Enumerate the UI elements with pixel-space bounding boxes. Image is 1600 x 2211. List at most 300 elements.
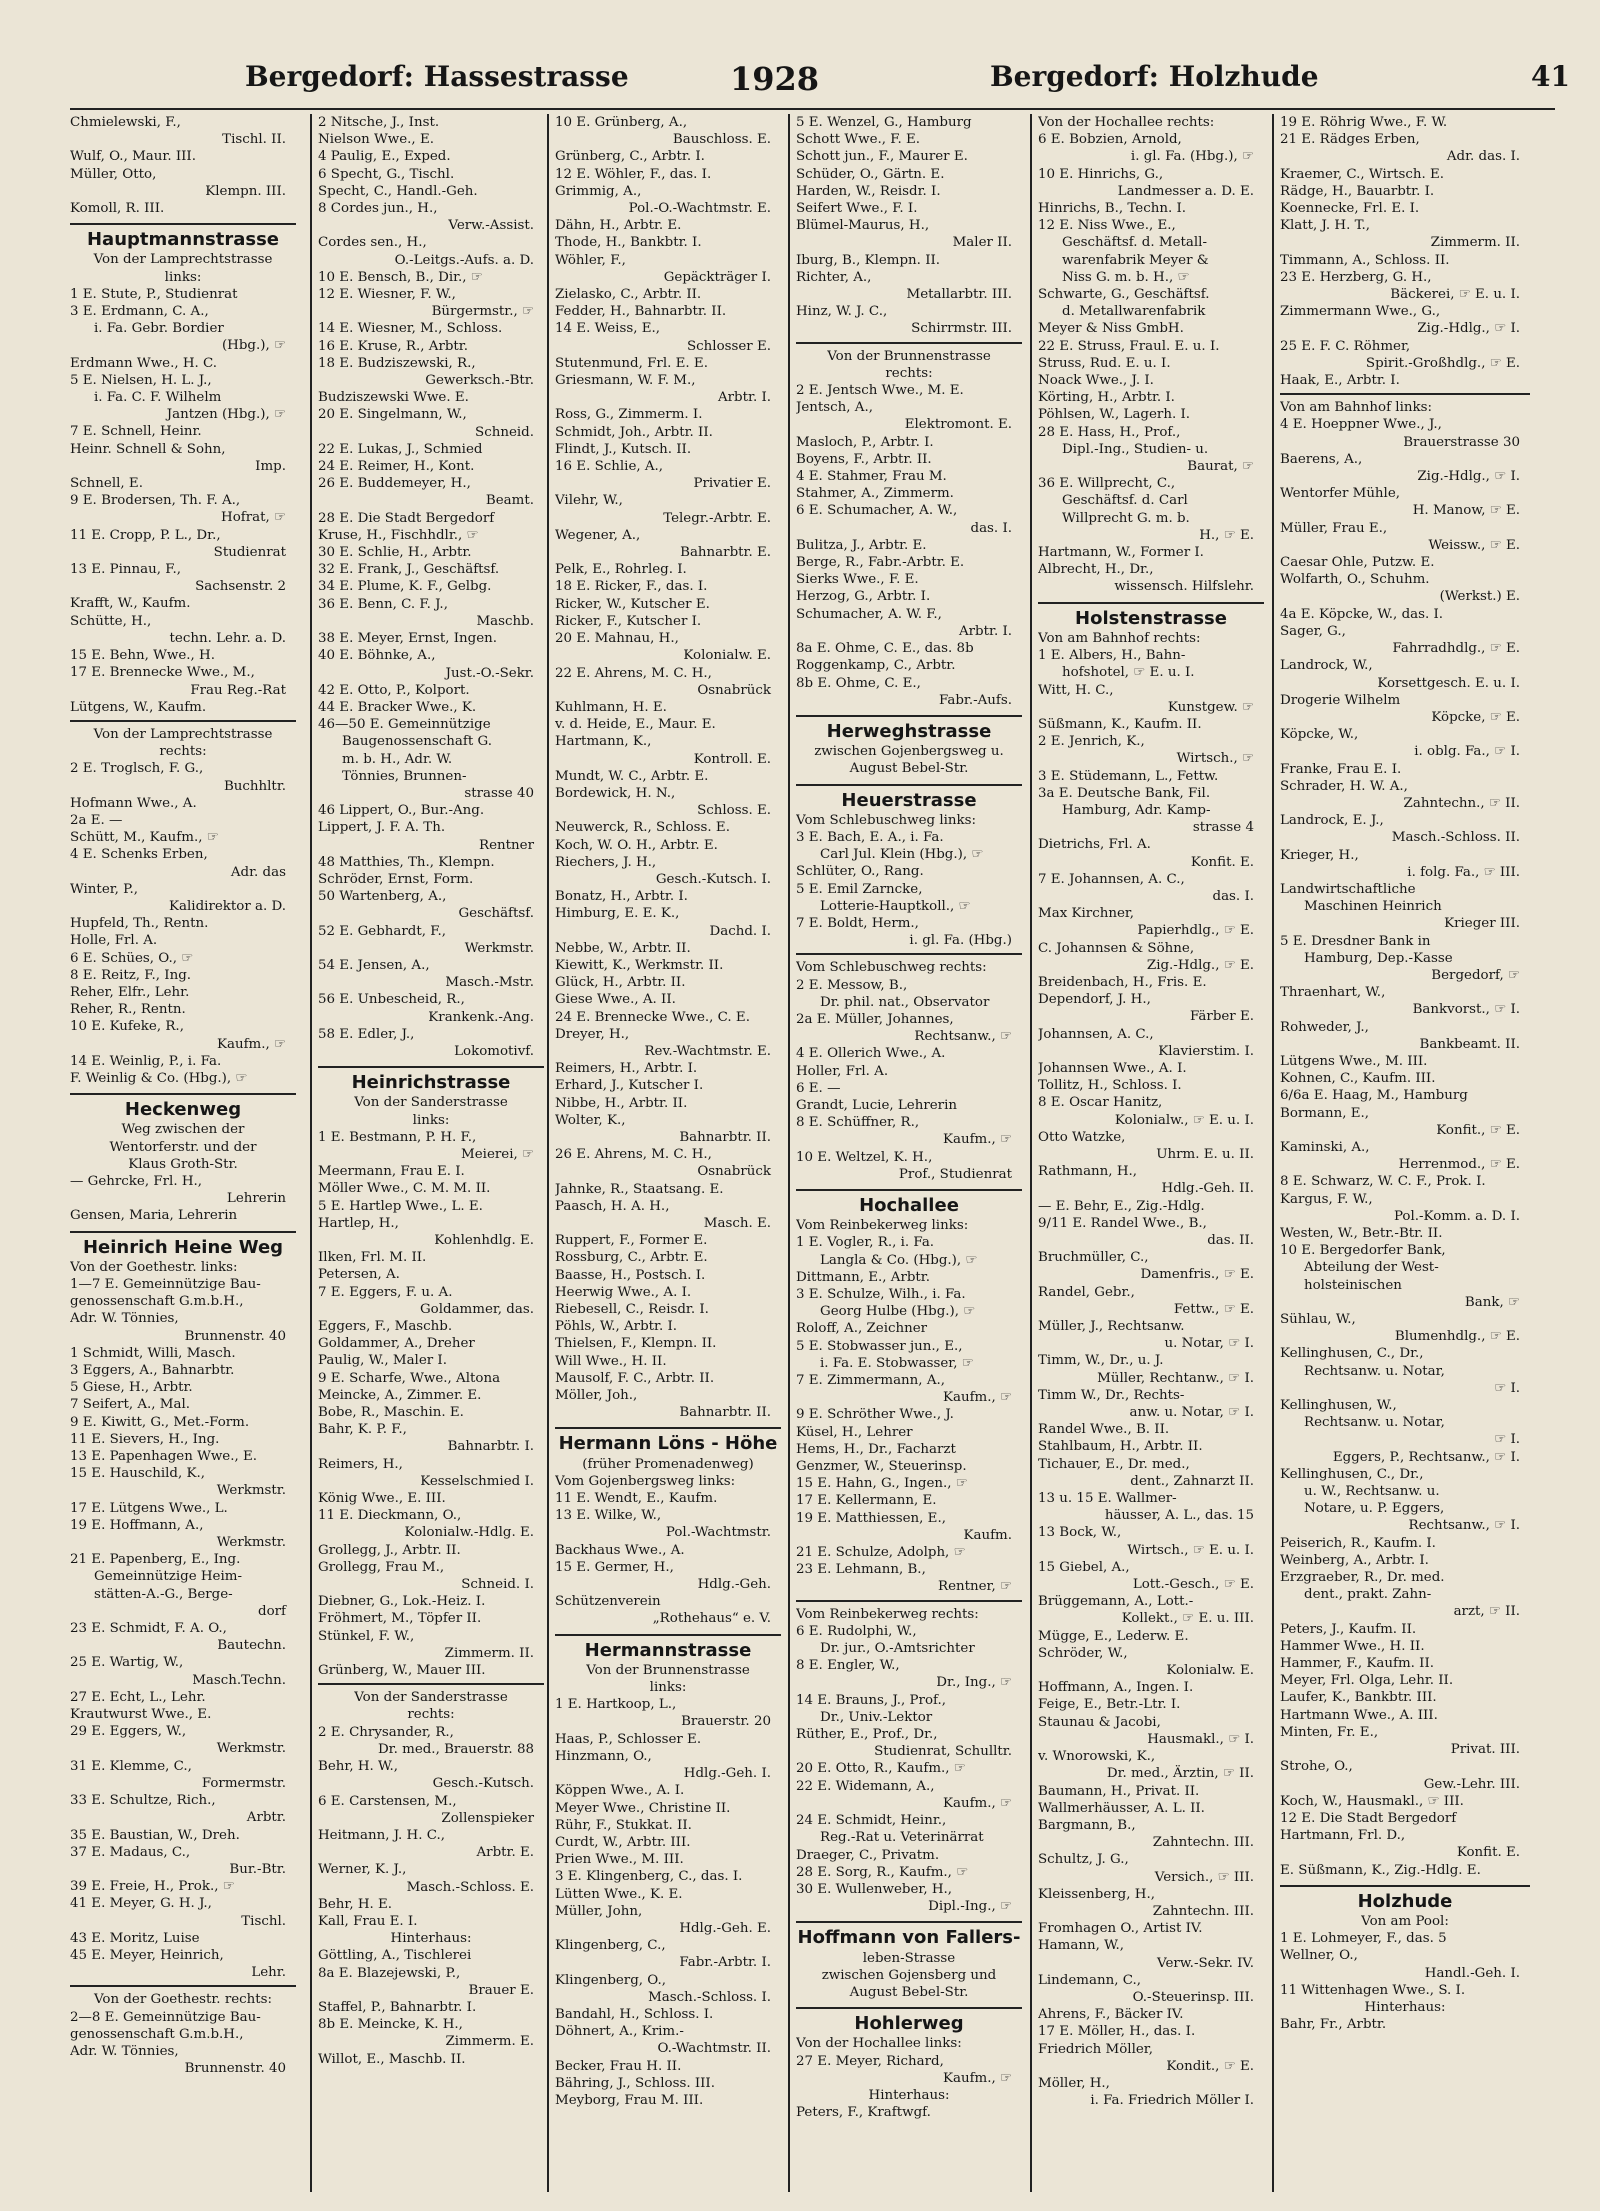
directory-line: Specht, C., Handl.-Geh. bbox=[318, 183, 478, 199]
directory-line: Holler, Frl. A. bbox=[796, 1063, 889, 1079]
directory-line: 36 E. Willprecht, C., bbox=[1038, 476, 1176, 492]
directory-line: Bobe, R., Maschin. E. bbox=[318, 1405, 464, 1421]
directory-line: Krankenk.-Ang. bbox=[428, 1009, 534, 1025]
directory-line: Hinterhaus: bbox=[390, 1931, 472, 1947]
directory-line: Konfit. E. bbox=[1456, 1845, 1520, 1861]
directory-line: 46 Lippert, O., Bur.-Ang. bbox=[318, 803, 485, 819]
directory-line: Rüther, E., Prof., Dr., bbox=[796, 1727, 938, 1743]
directory-line: 18 E. Budziszewski, R., bbox=[318, 355, 476, 371]
directory-line: rechts: bbox=[159, 744, 207, 760]
directory-line: Rev.-Wachtmstr. E. bbox=[644, 1043, 771, 1059]
directory-line: Bahnarbtr. II. bbox=[679, 1405, 771, 1421]
directory-line: Hartmann Wwe., A. III. bbox=[1280, 1707, 1438, 1723]
directory-line: H. Manow, ☞ E. bbox=[1412, 503, 1520, 519]
directory-line: Körting, H., Arbtr. I. bbox=[1038, 390, 1175, 406]
directory-line: Schlosser E. bbox=[687, 338, 771, 354]
directory-line: 10 E. Weltzel, K. H., bbox=[796, 1149, 933, 1165]
directory-line: 1 E. Bestmann, P. H. F., bbox=[318, 1129, 477, 1145]
column-6 bbox=[1272, 114, 1530, 2192]
directory-line: 4 E. Ollerich Wwe., A. bbox=[796, 1046, 946, 1062]
directory-line: Sachsenstr. 2 bbox=[195, 579, 286, 595]
directory-line: Ilken, Frl. M. II. bbox=[318, 1250, 427, 1266]
directory-line: F. Weinlig & Co. (Hbg.), ☞ bbox=[70, 1070, 248, 1086]
directory-line: O.-Steuerinsp. III. bbox=[1132, 1989, 1254, 2005]
directory-line: E. Süßmann, K., Zig.-Hdlg. E. bbox=[1280, 1862, 1481, 1878]
directory-line: Flindt, J., Kutsch. II. bbox=[555, 441, 692, 457]
directory-line: Von der Lamprechtstrasse bbox=[93, 726, 273, 742]
directory-line: Pöhls, W., Arbtr. I. bbox=[555, 1319, 678, 1335]
directory-line: 4 E. Stahmer, Frau M. bbox=[796, 469, 947, 485]
directory-line: Backhaus Wwe., A. bbox=[555, 1542, 685, 1558]
directory-line: Willot, E., Maschb. II. bbox=[318, 2051, 466, 2067]
directory-line: 9 E. Schröther Wwe., J. bbox=[796, 1407, 954, 1423]
directory-line: Privatier E. bbox=[693, 476, 771, 492]
directory-line: Drogerie Wilhelm bbox=[1280, 692, 1401, 708]
directory-line: Georg Hulbe (Hbg.), ☞ bbox=[820, 1304, 976, 1320]
directory-line: Klaus Groth-Str. bbox=[128, 1156, 238, 1172]
directory-line: 10 E. Bensch, B., Dir., ☞ bbox=[318, 269, 483, 285]
directory-line: Dr. jur., O.-Amtsrichter bbox=[820, 1641, 975, 1657]
directory-line: Tönnies, Brunnen- bbox=[342, 768, 467, 784]
directory-line: Reher, Elfr., Lehr. bbox=[70, 984, 190, 1000]
directory-line: 1—7 E. Gemeinnützige Bau- bbox=[70, 1277, 261, 1292]
directory-line: Carl Jul. Klein (Hbg.), ☞ bbox=[820, 847, 984, 863]
directory-line: Tichauer, E., Dr. med., bbox=[1038, 1456, 1190, 1472]
directory-line: Werkmstr. bbox=[464, 940, 534, 956]
directory-line: Göttling, A., Tischlerei bbox=[318, 1948, 472, 1964]
directory-line: Baerens, A., bbox=[1280, 451, 1363, 467]
directory-line: Rohweder, J., bbox=[1280, 1019, 1369, 1035]
directory-line: 17 E. Lütgens Wwe., L. bbox=[70, 1500, 228, 1516]
directory-line: Hamburg, Adr. Kamp- bbox=[1062, 802, 1211, 818]
directory-line: 4 E. Schenks Erben, bbox=[70, 847, 208, 863]
directory-line: 11 Wittenhagen Wwe., S. I. bbox=[1280, 1982, 1466, 1998]
directory-line: Chmielewski, F., bbox=[70, 115, 181, 130]
directory-line: links: bbox=[164, 269, 202, 285]
directory-line: Von am Bahnhof rechts: bbox=[1038, 630, 1201, 646]
directory-line: Laufer, K., Bankbtr. III. bbox=[1280, 1690, 1437, 1706]
section-divider bbox=[70, 1985, 296, 1987]
directory-line: Kellinghusen, W., bbox=[1280, 1398, 1397, 1414]
directory-line: 30 E. Schlie, H., Arbtr. bbox=[318, 545, 472, 561]
directory-line: 4 E. Hoeppner Wwe., J., bbox=[1280, 417, 1442, 433]
directory-line: Behr, H. E. bbox=[318, 1896, 393, 1912]
directory-line: Timmann, A., Schloss. II. bbox=[1280, 252, 1450, 268]
directory-line: Heitmann, J. H. C., bbox=[318, 1827, 446, 1843]
directory-line: Schlüter, O., Rang. bbox=[796, 864, 924, 880]
directory-line: 17 E. Brennecke Wwe., M., bbox=[70, 665, 255, 681]
directory-line: Schüder, O., Gärtn. E. bbox=[796, 166, 945, 182]
directory-line: Lütten Wwe., K. E. bbox=[555, 1886, 683, 1902]
directory-line: Gensen, Maria, Lehrerin bbox=[70, 1208, 238, 1224]
directory-line: 13 E. Wilke, W., bbox=[555, 1508, 662, 1524]
directory-line: genossenschaft G.m.b.H., bbox=[70, 1294, 244, 1310]
directory-line: Baumann, H., Privat. II. bbox=[1038, 1783, 1200, 1799]
directory-line: Peters, F., Kraftwgf. bbox=[796, 2105, 931, 2121]
directory-line: 5 E. Stobwasser jun., E., bbox=[796, 1338, 963, 1354]
directory-line: Meyborg, Frau M. III. bbox=[555, 2092, 704, 2108]
directory-line: 3 E. Erdmann, C. A., bbox=[70, 304, 209, 320]
directory-line: 2—8 E. Gemeinnützige Bau- bbox=[70, 2009, 261, 2025]
directory-line: Schröder, W., bbox=[1038, 1645, 1128, 1661]
directory-line: Dependorf, J. H., bbox=[1038, 992, 1151, 1008]
directory-line: 22 E. Ahrens, M. C. H., bbox=[555, 665, 712, 681]
directory-line: Schütt, M., Kaufm., ☞ bbox=[70, 830, 219, 846]
directory-line: Schröder, Ernst, Form. bbox=[318, 871, 474, 887]
directory-line: Arbtr. bbox=[246, 1810, 286, 1826]
directory-line: Baugenossenschaft G. bbox=[342, 734, 492, 750]
directory-line: Köpcke, W., bbox=[1280, 727, 1359, 743]
directory-line: Holle, Frl. A. bbox=[70, 933, 158, 949]
directory-line: 7 E. Eggers, F. u. A. bbox=[318, 1284, 453, 1300]
directory-line: Mundt, W. C., Arbtr. E. bbox=[555, 768, 709, 784]
directory-line: 16 E. Schlie, A., bbox=[555, 459, 664, 475]
directory-line: Heinr. Schnell & Sohn, bbox=[70, 441, 226, 457]
directory-line: Korsettgesch. E. u. I. bbox=[1377, 675, 1520, 691]
directory-line: Grimmig, A., bbox=[555, 183, 642, 199]
directory-line: Peiserich, R., Kaufm. I. bbox=[1280, 1535, 1436, 1551]
directory-line: Schirrmstr. III. bbox=[911, 321, 1012, 337]
directory-line: Hofrat, ☞ bbox=[221, 510, 286, 526]
directory-line: Schumacher, A. W. F., bbox=[796, 606, 942, 622]
directory-line: Konfit., ☞ E. bbox=[1436, 1122, 1520, 1138]
directory-columns bbox=[70, 108, 1555, 2195]
street-heading: Hohlerweg bbox=[796, 2007, 1022, 2032]
directory-line: genossenschaft G.m.b.H., bbox=[70, 2026, 244, 2042]
directory-line: Adr. W. Tönnies, bbox=[70, 1311, 179, 1327]
directory-line: 27 E. Echt, L., Lehr. bbox=[70, 1689, 206, 1705]
directory-line: Herzog, G., Arbtr. I. bbox=[796, 589, 931, 605]
directory-line: 6 E. Schües, O., ☞ bbox=[70, 950, 194, 966]
directory-line: Koch, W. O. H., Arbtr. E. bbox=[555, 837, 718, 853]
directory-line: 23 E. Schmidt, F. A. O., bbox=[70, 1621, 227, 1637]
directory-line: Weg zwischen der bbox=[121, 1122, 245, 1138]
directory-line: Hinterhaus: bbox=[1364, 1999, 1446, 2015]
directory-line: Gewerksch.-Btr. bbox=[425, 373, 534, 389]
directory-line: Ricker, W., Kutscher E. bbox=[555, 596, 710, 612]
directory-line: Kall, Frau E. I. bbox=[318, 1913, 418, 1929]
directory-line: Klempn. III. bbox=[205, 183, 286, 199]
directory-line: Grandt, Lucie, Lehrerin bbox=[796, 1097, 957, 1113]
directory-line: 29 E. Eggers, W., bbox=[70, 1724, 187, 1740]
directory-line: Ahrens, F., Bäcker IV. bbox=[1038, 2007, 1184, 2023]
directory-line: Hartmann, Frl. D., bbox=[1280, 1828, 1406, 1844]
directory-line: (Werkst.) E. bbox=[1439, 589, 1520, 605]
directory-line: Meermann, Frau E. I. bbox=[318, 1164, 465, 1180]
column-5 bbox=[1030, 114, 1264, 2192]
directory-line: 17 E. Kellermann, E. bbox=[796, 1493, 937, 1509]
directory-line: Randel, Gebr., bbox=[1038, 1284, 1135, 1300]
directory-line: Bargmann, B., bbox=[1038, 1817, 1136, 1833]
directory-line: — Gehrcke, Frl. H., bbox=[70, 1173, 203, 1189]
directory-line: Köppen Wwe., A. I. bbox=[555, 1783, 685, 1799]
directory-line: Gemeinnützige Heim- bbox=[94, 1569, 242, 1585]
directory-line: i. Fa. C. F. Wilhelm bbox=[94, 390, 222, 406]
directory-line: Otto Watzke, bbox=[1038, 1129, 1126, 1145]
directory-line: 16 E. Kruse, R., Arbtr. bbox=[318, 338, 468, 354]
directory-line: i. folg. Fa., ☞ III. bbox=[1407, 864, 1520, 880]
directory-line: Fabr.-Aufs. bbox=[938, 692, 1012, 708]
directory-line: Zollenspieker bbox=[441, 1810, 534, 1826]
directory-line: 2 E. Chrysander, R., bbox=[318, 1724, 454, 1740]
directory-line: Lokomotivf. bbox=[454, 1043, 534, 1059]
directory-line: 34 E. Plume, K. F., Gelbg. bbox=[318, 579, 492, 595]
directory-line: 12 E. Niss Wwe., E., bbox=[1038, 218, 1176, 234]
directory-line: Metallarbtr. III. bbox=[906, 287, 1012, 303]
directory-line: Budziszewski Wwe. E. bbox=[318, 390, 469, 406]
directory-line: Kolonialw., ☞ E. u. I. bbox=[1114, 1112, 1254, 1128]
directory-line: 1 E. Lohmeyer, F., das. 5 bbox=[1280, 1931, 1447, 1947]
directory-line: 24 E. Brennecke Wwe., C. E. bbox=[555, 1009, 750, 1025]
directory-line: Bormann, E., bbox=[1280, 1105, 1370, 1121]
section-divider bbox=[796, 1600, 1022, 1602]
directory-line: Studienrat, Schulltr. bbox=[874, 1744, 1012, 1760]
directory-line: Bordewick, H. N., bbox=[555, 785, 676, 801]
directory-line: Kellinghusen, C., Dr., bbox=[1280, 1466, 1424, 1482]
directory-line: Baasse, H., Postsch. I. bbox=[555, 1267, 706, 1283]
directory-line: Imp. bbox=[255, 458, 286, 474]
directory-line: Hammer, F., Kaufm. II. bbox=[1280, 1656, 1435, 1672]
directory-line: Krieger III. bbox=[1444, 916, 1520, 932]
directory-line: Randel Wwe., B. II. bbox=[1038, 1422, 1170, 1438]
directory-line: Giese Wwe., A. II. bbox=[555, 992, 676, 1008]
directory-line: Dr. phil. nat., Observator bbox=[820, 994, 990, 1010]
directory-line: Fröhmert, M., Töpfer II. bbox=[318, 1611, 482, 1627]
directory-line: 22 E. Widemann, A., bbox=[796, 1778, 935, 1794]
directory-line: 14 E. Weinlig, P., i. Fa. bbox=[70, 1053, 222, 1069]
directory-line: Friedrich Möller, bbox=[1038, 2041, 1153, 2057]
directory-line: Kuhlmann, H. E. bbox=[555, 699, 667, 715]
directory-line: Strohe, O., bbox=[1280, 1759, 1353, 1775]
directory-line: 28 E. Hass, H., Prof., bbox=[1038, 424, 1181, 440]
directory-line: 9/11 E. Randel Wwe., B., bbox=[1038, 1215, 1207, 1231]
directory-line: Genzmer, W., Steuerinsp. bbox=[796, 1459, 967, 1475]
directory-line: Grollegg, Frau M., bbox=[318, 1559, 445, 1575]
directory-line: Reimers, H., Arbtr. I. bbox=[555, 1061, 698, 1077]
directory-line: Vom Schlebuschweg links: bbox=[796, 812, 977, 828]
directory-line: 20 E. Otto, R., Kaufm., ☞ bbox=[796, 1761, 966, 1777]
directory-line: 3 E. Stüdemann, L., Fettw. bbox=[1038, 768, 1219, 784]
directory-line: 9 E. Kiwitt, G., Met.-Form. bbox=[70, 1414, 250, 1430]
directory-line: 12 E. Wöhler, F., das. I. bbox=[555, 166, 712, 182]
directory-line: Kleissenberg, H., bbox=[1038, 1886, 1155, 1902]
street-heading: Hermannstrasse bbox=[555, 1634, 781, 1659]
directory-line: 19 E. Röhrig Wwe., F. W. bbox=[1280, 115, 1448, 130]
directory-line: Rathmann, H., bbox=[1038, 1164, 1138, 1180]
directory-line: Paulig, W., Maler I. bbox=[318, 1353, 447, 1369]
directory-line: Adr. W. Tönnies, bbox=[70, 2043, 179, 2059]
directory-line: zwischen Gojensberg und bbox=[821, 1967, 997, 1983]
directory-line: Möller, H., bbox=[1038, 2075, 1110, 2091]
directory-line: Riebesell, C., Reisdr. I. bbox=[555, 1302, 709, 1318]
directory-line: Grünberg, C., Arbtr. I. bbox=[555, 149, 705, 165]
directory-line: 3 E. Bach, E. A., i. Fa. bbox=[796, 829, 944, 845]
directory-line: Schützenverein bbox=[555, 1594, 661, 1610]
directory-line: Hdlg.-Geh. bbox=[697, 1577, 771, 1593]
directory-line: Haas, P., Schlosser E. bbox=[555, 1731, 702, 1747]
directory-line: 5 E. Dresdner Bank in bbox=[1280, 933, 1431, 949]
directory-line: dent., prakt. Zahn- bbox=[1304, 1587, 1432, 1603]
directory-line: Dr., Ing., ☞ bbox=[936, 1675, 1012, 1691]
directory-line: Hems, H., Dr., Facharzt bbox=[796, 1441, 956, 1457]
section-divider bbox=[70, 720, 296, 722]
directory-line: Kolonialw.-Hdlg. E. bbox=[404, 1525, 534, 1541]
directory-line: Maler II. bbox=[952, 235, 1012, 251]
directory-line: 7 E. Schnell, Heinr. bbox=[70, 424, 202, 440]
directory-line: das. I. bbox=[970, 520, 1012, 536]
directory-line: u. Notar, ☞ I. bbox=[1164, 1336, 1254, 1352]
directory-line: rechts: bbox=[407, 1707, 455, 1723]
directory-line: Arbtr. I. bbox=[958, 623, 1012, 639]
directory-line: Reher, R., Rentn. bbox=[70, 1002, 186, 1018]
directory-line: Kruse, H., Fischhdlr., ☞ bbox=[318, 527, 479, 543]
directory-line: Verw.-Sekr. IV. bbox=[1157, 1955, 1254, 1971]
directory-line: 10 E. Grünberg, A., bbox=[555, 115, 688, 130]
directory-line: 15 E. Behn, Wwe., H. bbox=[70, 648, 215, 664]
directory-line: Handl.-Geh. I. bbox=[1424, 1965, 1520, 1981]
directory-line: Zimmerm. II. bbox=[444, 1645, 534, 1661]
directory-line: Masch.-Schloss. E. bbox=[406, 1879, 534, 1895]
directory-line: Bautechn. bbox=[217, 1638, 286, 1654]
directory-line: Jentsch, A., bbox=[796, 400, 873, 416]
directory-line: Papierhdlg., ☞ E. bbox=[1137, 923, 1254, 939]
directory-line: Schultz, J. G., bbox=[1038, 1852, 1129, 1868]
directory-line: 5 E. Wenzel, G., Hamburg bbox=[796, 115, 972, 130]
directory-line: 18 E. Ricker, F., das. I. bbox=[555, 579, 708, 595]
directory-line: 15 E. Hahn, G., Ingen., ☞ bbox=[796, 1476, 968, 1492]
directory-line: Wegener, A., bbox=[555, 527, 641, 543]
directory-line: Krautwurst Wwe., E. bbox=[70, 1707, 212, 1723]
directory-line: 2a E. Müller, Johannes, bbox=[796, 1011, 954, 1027]
directory-line: Hammer Wwe., H. II. bbox=[1280, 1638, 1425, 1654]
directory-line: 46—50 E. Gemeinnützige bbox=[318, 717, 491, 733]
directory-line: Bähring, J., Schloss. III. bbox=[555, 2075, 715, 2091]
directory-line: Bulitza, J., Arbtr. E. bbox=[796, 537, 927, 553]
directory-line: i. Fa. Gebr. Bordier bbox=[94, 321, 224, 337]
directory-line: Fettw., ☞ E. bbox=[1173, 1301, 1254, 1317]
section-divider bbox=[796, 342, 1022, 344]
directory-line: Thode, H., Bankbtr. I. bbox=[555, 235, 702, 251]
directory-line: Cordes sen., H., bbox=[318, 235, 427, 251]
directory-line: Ross, G., Zimmerm. I. bbox=[555, 407, 703, 423]
directory-line: Klingenberg, O., bbox=[555, 1972, 667, 1988]
directory-line: Müller, J., Rechtsanw. bbox=[1038, 1319, 1185, 1335]
directory-line: Rentner, ☞ bbox=[937, 1579, 1012, 1595]
directory-line: 6 E. Bobzien, Arnold, bbox=[1038, 132, 1182, 148]
directory-line: 48 Matthies, Th., Klempn. bbox=[318, 854, 495, 870]
directory-line: Timm W., Dr., Rechts- bbox=[1038, 1387, 1185, 1403]
directory-line: 27 E. Meyer, Richard, bbox=[796, 2053, 944, 2069]
directory-line: Max Kirchner, bbox=[1038, 906, 1135, 922]
directory-line: Prien Wwe., M. III. bbox=[555, 1852, 684, 1868]
directory-line: Seifert Wwe., F. I. bbox=[796, 201, 918, 217]
directory-line: Wirtsch., ☞ E. u. I. bbox=[1127, 1542, 1254, 1558]
directory-line: Köpcke, ☞ E. bbox=[1431, 709, 1520, 725]
directory-line: Bankvorst., ☞ I. bbox=[1412, 1002, 1520, 1018]
directory-line: Lütgens, W., Kaufm. bbox=[70, 699, 207, 715]
directory-line: Just.-O.-Sekr. bbox=[445, 665, 534, 681]
street-heading: Hermann Löns - Höhe bbox=[555, 1427, 781, 1452]
directory-line: 8 E. Engler, W., bbox=[796, 1658, 900, 1674]
directory-line: Von der Sanderstrasse bbox=[354, 1690, 508, 1706]
directory-line: 15 E. Hauschild, K., bbox=[70, 1466, 206, 1482]
directory-line: Schott Wwe., F. E. bbox=[796, 132, 921, 148]
directory-line: August Bebel-Str. bbox=[849, 1984, 969, 2000]
directory-line: 21 E. Rädges Erben, bbox=[1280, 132, 1420, 148]
directory-line: v. d. Heide, E., Maur. E. bbox=[555, 717, 716, 733]
directory-line: Klatt, J. H. T., bbox=[1280, 218, 1371, 234]
directory-line: Hdlg.-Geh. I. bbox=[683, 1766, 771, 1782]
directory-line: 23 E. Lehmann, B., bbox=[796, 1562, 926, 1578]
directory-line: Hdlg.-Geh. E. bbox=[679, 1920, 771, 1936]
header-left-street-range: Bergedorf: Hassestrasse bbox=[245, 60, 629, 93]
directory-line: Vom Reinbekerweg rechts: bbox=[796, 1606, 979, 1622]
directory-line: Bahr, Fr., Arbtr. bbox=[1280, 2017, 1387, 2033]
directory-line: Neuwerck, R., Schloss. E. bbox=[555, 820, 730, 836]
directory-line: Wolter, K., bbox=[555, 1112, 626, 1128]
directory-line: Langla & Co. (Hbg.), ☞ bbox=[820, 1252, 978, 1268]
directory-line: Osnabrück bbox=[697, 1164, 771, 1180]
directory-line: Kohlenhdlg. E. bbox=[434, 1233, 534, 1248]
directory-line: Stutenmund, Frl. E. E. bbox=[555, 355, 708, 371]
directory-line: 28 E. Die Stadt Bergedorf bbox=[318, 510, 495, 526]
directory-line: links: bbox=[649, 1680, 687, 1696]
directory-line: Küsel, H., Lehrer bbox=[796, 1424, 913, 1440]
directory-line: Masch.Techn. bbox=[192, 1672, 286, 1688]
directory-line: Lindemann, C., bbox=[1038, 1972, 1142, 1988]
directory-line: Schnell, E. bbox=[70, 476, 143, 492]
directory-line: Feige, E., Betr.-Ltr. I. bbox=[1038, 1697, 1181, 1713]
directory-line: dent., Zahnarzt II. bbox=[1130, 1473, 1254, 1489]
directory-line: Ricker, F., Kutscher I. bbox=[555, 613, 702, 629]
directory-line: 6 E. Schumacher, A. W., bbox=[796, 503, 958, 519]
directory-line: Behr, H. W., bbox=[318, 1759, 398, 1775]
directory-line: Reg.-Rat u. Veterinärrat bbox=[820, 1830, 984, 1846]
directory-line: Pol.-Wachtmstr. bbox=[665, 1525, 771, 1541]
directory-line: Niss G. m. b. H., ☞ bbox=[1062, 269, 1190, 285]
directory-line: Pöhlsen, W., Lagerh. I. bbox=[1038, 407, 1191, 423]
directory-line: Zielasko, C., Arbtr. II. bbox=[555, 287, 702, 303]
directory-line: 19 E. Matthiessen, E., bbox=[796, 1510, 946, 1526]
directory-line: Bahnarbtr. E. bbox=[680, 545, 771, 561]
directory-line: 1 Schmidt, Willi, Masch. bbox=[70, 1345, 236, 1361]
directory-line: Meincke, A., Zimmer. E. bbox=[318, 1387, 482, 1403]
directory-line: Rechtsanw. u. Notar, bbox=[1304, 1415, 1445, 1431]
directory-line: Lotterie-Hauptkoll., ☞ bbox=[820, 898, 971, 914]
directory-line: i. Fa. E. Stobwasser, ☞ bbox=[820, 1355, 974, 1371]
directory-line: Geschäftsf. bbox=[458, 906, 534, 922]
directory-line: Kollekt., ☞ E. u. III. bbox=[1121, 1611, 1254, 1627]
directory-line: 9 E. Scharfe, Wwe., Altona bbox=[318, 1370, 501, 1386]
directory-line: 3 E. Klingenberg, C., das. I. bbox=[555, 1869, 743, 1885]
directory-line: 42 E. Otto, P., Kolport. bbox=[318, 682, 470, 698]
directory-line: Mausolf, F. C., Arbtr. II. bbox=[555, 1370, 715, 1386]
directory-line: (früher Promenadenweg) bbox=[582, 1456, 754, 1472]
directory-line: Schwarte, G., Geschäftsf. bbox=[1038, 287, 1210, 303]
directory-line: Zahntechn. III. bbox=[1152, 1835, 1254, 1851]
directory-line: Hupfeld, Th., Rentn. bbox=[70, 916, 209, 932]
directory-line: — E. Behr, E., Zig.-Hdlg. bbox=[1038, 1198, 1205, 1214]
directory-line: Konfit. E. bbox=[1190, 854, 1254, 870]
directory-line: Masch.-Schloss. II. bbox=[1391, 830, 1520, 846]
directory-line: 11 E. Cropp, P. L., Dr., bbox=[70, 527, 221, 543]
directory-line: Dachd. I. bbox=[709, 923, 771, 939]
directory-line: 13 E. Pinnau, F., bbox=[70, 562, 181, 578]
directory-line: Von der Hochallee links: bbox=[796, 2036, 962, 2052]
directory-line: 25 E. F. C. Röhmer, bbox=[1280, 338, 1411, 354]
directory-line: Harden, W., Reisdr. I. bbox=[796, 183, 941, 199]
directory-line: 23 E. Herzberg, G. H., bbox=[1280, 269, 1432, 285]
